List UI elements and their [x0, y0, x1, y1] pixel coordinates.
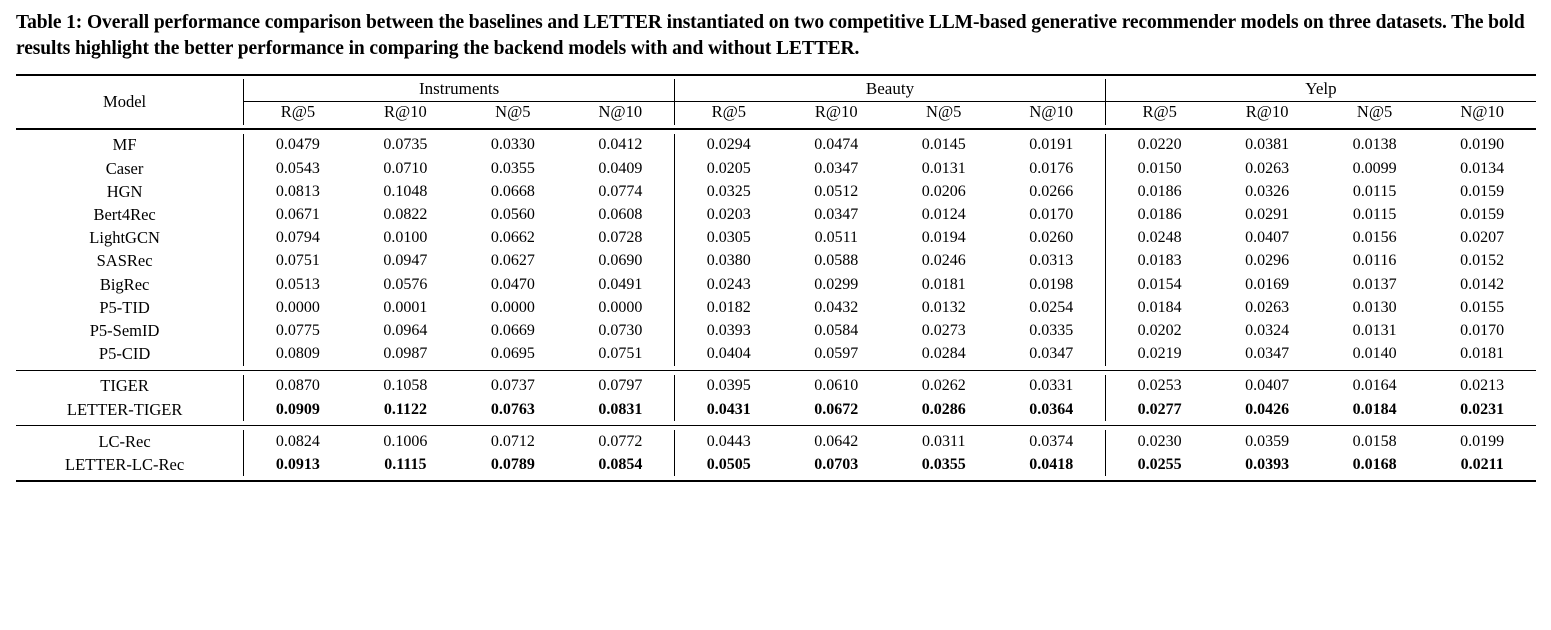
cell: 0.0324 [1245, 321, 1290, 339]
cell: 0.0254 [1029, 298, 1074, 316]
cell: 0.0431 [675, 398, 783, 421]
cell: 0.0205 [675, 157, 783, 180]
metric-header-instruments-n5: N@5 [495, 101, 531, 121]
cell: 0.0393 [1245, 455, 1290, 473]
cell: 0.0266 [1029, 182, 1074, 200]
cell: 0.0140 [1352, 345, 1397, 363]
table-row [16, 343, 1536, 366]
table-row [16, 203, 1536, 226]
cell: 0.0669 [490, 321, 535, 339]
cell: 0.0412 [598, 136, 643, 154]
cell: 0.0443 [675, 430, 783, 453]
cell: 0.0395 [675, 375, 783, 398]
cell: 0.0231 [1460, 400, 1505, 418]
cell: 0.0512 [814, 182, 859, 200]
cell: 0.0695 [490, 345, 535, 363]
group-header-beauty: Beauty [675, 79, 1106, 102]
cell: 0.0170 [1460, 321, 1505, 339]
cell: 0.0505 [675, 453, 783, 476]
cell: 0.0206 [921, 182, 966, 200]
cell: 0.0576 [383, 275, 428, 293]
row-label: P5-CID [98, 344, 151, 364]
table-row [16, 157, 1536, 180]
table-row [16, 319, 1536, 342]
cell: 0.1115 [384, 455, 427, 473]
cell: 0.0219 [1105, 343, 1213, 366]
cell: 0.0735 [383, 136, 428, 154]
cell: 0.0211 [1460, 455, 1504, 473]
cell: 0.0347 [814, 159, 859, 177]
cell: 0.1122 [383, 400, 427, 418]
metric-header-instruments-r5: R@5 [244, 101, 352, 125]
cell: 0.0299 [814, 275, 859, 293]
cell: 0.0662 [490, 229, 535, 247]
group-header-instruments: Instruments [244, 79, 675, 102]
cell: 0.0124 [921, 206, 966, 223]
cell: 0.0243 [675, 273, 783, 296]
cell: 0.0710 [383, 159, 428, 177]
cell: 0.0824 [244, 430, 352, 453]
cell: 0.0262 [921, 377, 966, 395]
cell: 0.1058 [383, 377, 428, 395]
cell: 0.0164 [1352, 377, 1397, 395]
cell: 0.0751 [244, 250, 352, 273]
row-label: HGN [106, 181, 143, 201]
cell: 0.0273 [921, 321, 966, 339]
cell: 0.0207 [1460, 229, 1505, 247]
cell: 0.0191 [1029, 136, 1074, 154]
row-label: TIGER [100, 376, 149, 396]
cell: 0.0311 [922, 432, 966, 450]
cell: 0.0186 [1105, 203, 1213, 226]
row-label: P5-SemID [89, 320, 160, 340]
cell: 0.0426 [1245, 400, 1290, 418]
cell: 0.0184 [1105, 296, 1213, 319]
cell: 0.0794 [244, 227, 352, 250]
cell: 0.0822 [383, 206, 428, 223]
metric-header-beauty-r5: R@5 [675, 101, 783, 125]
cell: 0.0813 [244, 180, 352, 203]
cell: 0.0199 [1460, 432, 1505, 450]
cell: 0.0294 [675, 134, 783, 157]
cell: 0.0511 [814, 229, 858, 247]
cell: 0.0560 [490, 206, 535, 223]
cell: 0.0610 [814, 377, 859, 395]
cell: 0.0775 [244, 319, 352, 342]
cell: 0.0284 [921, 345, 966, 363]
cell: 0.0728 [598, 229, 643, 247]
performance-table [16, 74, 1536, 483]
cell: 0.0690 [598, 252, 643, 270]
cell: 0.0407 [1245, 377, 1290, 395]
cell: 0.0584 [814, 321, 859, 339]
cell: 0.0159 [1460, 206, 1505, 223]
cell: 0.0381 [1245, 136, 1290, 154]
cell: 0.0374 [1029, 432, 1074, 450]
cell: 0.0263 [1245, 298, 1290, 316]
cell: 0.0409 [598, 159, 643, 177]
metric-header-yelp-r10: R@10 [1245, 101, 1289, 121]
cell: 0.0513 [244, 273, 352, 296]
cell: 0.0155 [1460, 298, 1505, 316]
cell: 0.0154 [1105, 273, 1213, 296]
cell: 0.0364 [1029, 400, 1074, 418]
cell: 0.0326 [1245, 182, 1290, 200]
cell: 0.0277 [1105, 398, 1213, 421]
cell: 0.0130 [1352, 298, 1397, 316]
cell: 0.0230 [1105, 430, 1213, 453]
cell: 0.0870 [244, 375, 352, 398]
table-row [16, 398, 1536, 421]
cell: 0.0145 [921, 136, 966, 154]
row-label: LETTER-TIGER [66, 399, 183, 419]
metric-header-beauty-n10: N@10 [1029, 101, 1074, 121]
cell: 0.0156 [1352, 229, 1397, 247]
cell: 0.0137 [1352, 275, 1397, 293]
cell: 0.0774 [598, 182, 643, 200]
cell: 0.0202 [1105, 319, 1213, 342]
group-header-row [16, 79, 1536, 102]
cell: 0.0203 [675, 203, 783, 226]
metric-header-yelp-n10: N@10 [1460, 101, 1504, 121]
cell: 0.0325 [675, 180, 783, 203]
cell: 0.0730 [598, 321, 643, 339]
table-caption: Table 1: Overall performance comparison between the baselines and LETTER instantiated on two competitive LLM-based generative recommender models on three datasets. The bold results highlight the better performance in comparing the backend models with and without LETTER. [16, 12, 1525, 59]
cell: 0.0987 [383, 345, 428, 363]
cell: 0.0672 [814, 400, 859, 418]
cell: 0.0115 [1352, 182, 1397, 200]
row-label: LETTER-LC-Rec [65, 454, 185, 474]
cell: 0.0491 [598, 275, 643, 293]
cell: 0.0131 [921, 159, 966, 177]
cell: 0.0797 [598, 377, 643, 395]
cell: 0.0789 [490, 455, 535, 473]
cell: 0.0737 [490, 377, 535, 395]
cell: 0.0347 [814, 206, 859, 223]
cell: 0.0186 [1105, 180, 1213, 203]
cell: 0.0168 [1352, 455, 1397, 473]
cell: 0.0169 [1245, 275, 1290, 293]
cell: 0.0909 [244, 398, 352, 421]
cell: 0.0000 [598, 298, 643, 316]
cell: 0.0182 [675, 296, 783, 319]
cell: 0.0150 [1105, 157, 1213, 180]
cell: 0.0253 [1105, 375, 1213, 398]
cell: 0.0181 [1460, 345, 1505, 363]
cell: 0.0913 [244, 453, 352, 476]
cell: 0.0263 [1245, 159, 1290, 177]
cell: 0.0132 [921, 298, 966, 316]
cell: 0.0947 [383, 252, 428, 270]
cell: 0.0668 [490, 182, 535, 200]
cell: 0.0355 [490, 159, 535, 177]
cell: 0.0001 [383, 298, 428, 316]
cell: 0.0347 [1245, 345, 1290, 363]
cell: 0.0183 [1105, 250, 1213, 273]
cell: 0.0291 [1245, 206, 1290, 223]
row-label: Caser [105, 158, 144, 178]
cell: 0.0099 [1352, 159, 1397, 177]
cell: 0.0134 [1460, 159, 1505, 177]
row-label: P5-TID [99, 297, 150, 317]
cell: 0.0407 [1245, 229, 1290, 247]
cell: 0.0115 [1352, 206, 1397, 223]
metric-header-beauty-r10: R@10 [814, 101, 858, 121]
cell: 0.0330 [490, 136, 535, 154]
cell: 0.0964 [383, 321, 428, 339]
metric-header-yelp-r5: R@5 [1105, 101, 1213, 125]
row-label: SASRec [96, 251, 153, 271]
row-label: MF [112, 135, 137, 155]
cell: 0.0418 [1029, 455, 1074, 473]
cell: 0.0335 [1029, 321, 1074, 339]
cell: 0.0474 [814, 136, 859, 154]
group-header-yelp: Yelp [1105, 79, 1536, 102]
cell: 0.0255 [1105, 453, 1213, 476]
cell: 0.1048 [383, 182, 428, 200]
cell: 0.0248 [1105, 227, 1213, 250]
cell: 0.0220 [1105, 134, 1213, 157]
cell: 0.0712 [490, 432, 535, 450]
cell: 0.0627 [490, 252, 535, 270]
cell: 0.0176 [1029, 159, 1074, 177]
row-label: LC-Rec [98, 431, 151, 451]
metric-header-beauty-n5: N@5 [926, 101, 962, 121]
cell: 0.0170 [1029, 206, 1074, 223]
table-row [16, 180, 1536, 203]
metric-header-yelp-n5: N@5 [1356, 101, 1393, 121]
cell: 0.0198 [1029, 275, 1074, 293]
table-row [16, 430, 1536, 453]
cell: 0.0286 [921, 400, 966, 418]
cell: 0.0809 [244, 343, 352, 366]
row-label: Bert4Rec [93, 205, 156, 224]
cell: 0.0142 [1460, 275, 1505, 293]
cell: 0.0470 [490, 275, 535, 293]
row-label: BigRec [99, 274, 150, 294]
table-row [16, 134, 1536, 157]
cell: 0.0190 [1460, 136, 1505, 154]
cell: 0.0131 [1352, 321, 1397, 339]
cell: 0.0854 [598, 455, 643, 473]
cell: 0.0703 [814, 455, 859, 473]
table-row [16, 375, 1536, 398]
cell: 0.0347 [1029, 345, 1074, 363]
table-row [16, 453, 1536, 476]
metric-header-instruments-n10: N@10 [598, 101, 643, 121]
cell: 0.0158 [1352, 432, 1397, 450]
cell: 0.0184 [1352, 400, 1397, 418]
cell: 0.0608 [598, 206, 643, 223]
model-column-header: Model [103, 91, 147, 111]
table-body [16, 75, 1536, 483]
cell: 0.0000 [490, 298, 535, 316]
cell: 0.1006 [383, 432, 428, 450]
cell: 0.0100 [383, 229, 428, 247]
cell: 0.0260 [1029, 229, 1074, 247]
cell: 0.0181 [921, 275, 966, 293]
row-label: LightGCN [89, 228, 160, 248]
cell: 0.0751 [598, 345, 643, 363]
cell: 0.0772 [598, 432, 643, 450]
cell: 0.0763 [490, 400, 535, 418]
cell: 0.0152 [1460, 252, 1505, 270]
cell: 0.0404 [675, 343, 783, 366]
cell: 0.0000 [244, 296, 352, 319]
metric-header-instruments-r10: R@10 [384, 101, 427, 121]
cell: 0.0588 [814, 252, 859, 270]
cell: 0.0479 [244, 134, 352, 157]
metric-header-row [16, 101, 1536, 125]
bottom-rule [16, 481, 1536, 482]
cell: 0.0393 [675, 319, 783, 342]
cell: 0.0116 [1352, 252, 1397, 270]
cell: 0.0159 [1460, 182, 1505, 200]
cell: 0.0831 [598, 400, 643, 418]
cell: 0.0380 [675, 250, 783, 273]
cell: 0.0359 [1245, 432, 1290, 450]
table-row [16, 250, 1536, 273]
cell: 0.0305 [675, 227, 783, 250]
cell: 0.0331 [1029, 377, 1074, 395]
cell: 0.0138 [1352, 136, 1397, 154]
cell: 0.0597 [814, 345, 859, 363]
cell: 0.0194 [921, 229, 966, 247]
cell: 0.0671 [244, 203, 352, 226]
cell: 0.0432 [814, 298, 859, 316]
table-row [16, 273, 1536, 296]
cell: 0.0642 [814, 432, 859, 450]
cell: 0.0246 [921, 252, 966, 270]
table-row [16, 227, 1536, 250]
cell: 0.0296 [1245, 252, 1290, 270]
cell: 0.0213 [1460, 377, 1505, 395]
cell: 0.0355 [921, 455, 966, 473]
cell: 0.0543 [244, 157, 352, 180]
cell: 0.0313 [1029, 252, 1074, 270]
table-row [16, 296, 1536, 319]
